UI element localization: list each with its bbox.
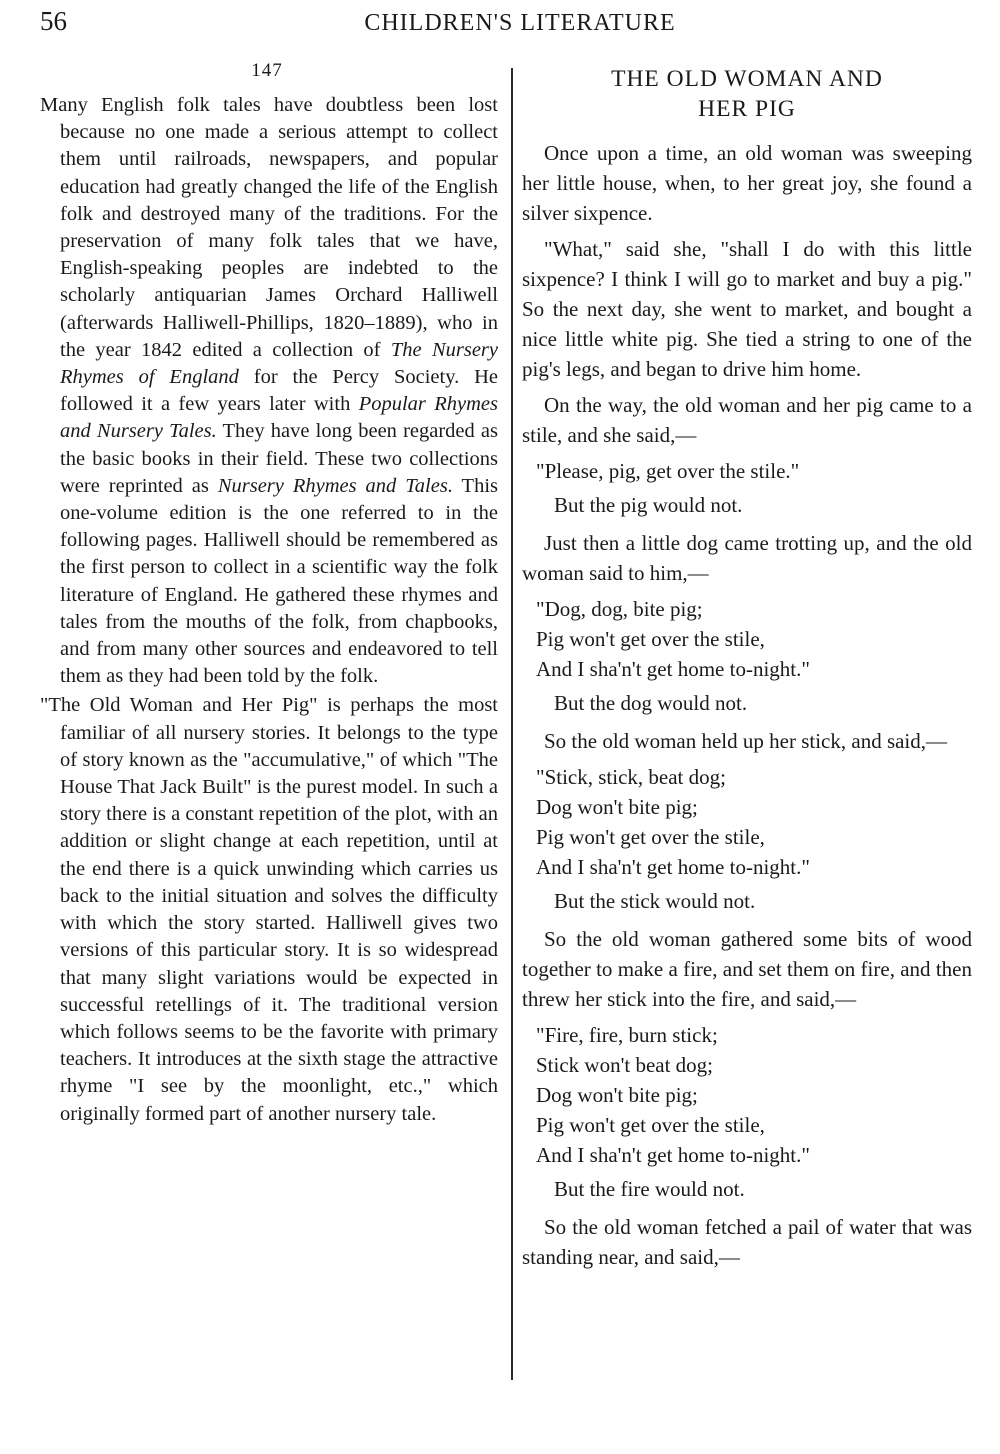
rhyme-line: Pig won't get over the stile, [536,825,765,849]
rhyme-line: Stick won't beat dog; [536,1053,714,1077]
rhyme-line: "Stick, stick, beat dog; [536,765,726,789]
rhyme-line: Pig won't get over the stile, [536,1113,765,1137]
rhyme-line: And I sha'n't get home to-night." [536,855,810,879]
refrain-line: But the stick would not. [554,889,756,913]
book-title-nursery-rhymes-of-england: The Nursery Rhymes of England [60,338,498,389]
story-paragraph: Just then a little dog came trotting up, and the old woman said to him,— [522,531,972,585]
rhyme-stanza [522,1020,972,1170]
refrain-line: But the pig would not. [554,493,743,517]
rhyme-stanza [522,762,972,882]
running-title: CHILDREN'S LITERATURE [364,10,676,36]
story-paragraph: "What," said she, "shall I do with this little sixpence? I think I will go to market and buy a pig." So the next day, she went to market, and bought a nice little white pig. She tied a string to one of the pig's legs, and began to drive him home. [522,237,972,381]
refrain-line: But the fire would not. [554,1177,745,1201]
rhyme-stanza [522,594,972,684]
book-title-nursery-rhymes-and-tales: Nursery Rhymes and Tales. [217,474,453,497]
rhyme-line: Dog won't bite pig; [536,1083,698,1107]
book-title-popular-rhymes: Popular Rhymes and Nursery Tales. [60,393,498,443]
story-column [522,64,972,1278]
rhyme-stanza [522,456,972,486]
story-paragraph: Once upon a time, an old woman was sweeping her little house, when, to her great joy, she found a silver sixpence. [522,141,972,225]
page-number: 56 [40,6,67,36]
story-paragraph: So the old woman held up her stick, and said,— [544,729,948,753]
note-paragraph-1: Many English folk tales have doubtless been lost because no one made a serious attempt to collect them until railroads, newspapers, and popular education had greatly changed the life of the English folk and destroyed many of the traditions. For the preservation of many folk tales that we have, English-speaking peoples are indebted to the scholarly antiquarian James Orchard Halliwell (afterwards Halliwell-Phillips, 1820–1889), who in the year 1842 edited a collection of The Nursery Rhymes of England for the Percy Society. He followed it a few years later with Popular Rhymes and Nursery Tales. They have long been regarded as the basic books in their field. These two collections were reprinted as Nursery Rhymes and Tales. This one-volume edition is the one referred to in the following pages. Halliwell should be remembered as the first person to collect in a scientific way the folk literature of England. He gathered these rhymes and tales from the mouths of the folk, from chapbooks, and from many other sources and endeavored to tell them as they had been told by the folk. [40,94,498,688]
note-number: 147 [251,60,283,81]
rhyme-line: Pig won't get over the stile, [536,627,765,651]
note-paragraph-2: "The Old Woman and Her Pig" is perhaps the most familiar of all nursery stories. It belongs to the type of story known as the "accumulative," of which "The House That Jack Built" is the purest model. In such a story there is a constant repetition of the plot, with an addition or slight change at each repetition, until at the end there is a quick unwinding which carries us back to the initial situation and solves the difficulty with which the story started. Halliwell gives two versions of this particular story. It is so widespread that many slight variations would be expected in successful retellings of it. The traditional version which follows seems to be the favorite with primary teachers. It introduces at the sixth stage the attractive rhyme "I see by the moonlight, etc.," which originally formed part of another nursery tale. [40,694,498,1125]
story-title: THE OLD WOMAN AND HER PIG [611,66,883,122]
story-paragraph: So the old woman gathered some bits of wood together to make a fire, and set them on fire, and then threw her stick into the fire, and said,— [522,927,972,1011]
story-paragraph: On the way, the old woman and her pig came to a stile, and she said,— [522,393,972,447]
notes-column [36,60,498,1128]
column-divider [511,68,513,1380]
story-paragraph: So the old woman fetched a pail of water that was standing near, and said,— [522,1215,972,1269]
rhyme-line: Dog won't bite pig; [536,795,698,819]
running-head [40,6,960,42]
refrain-line: But the dog would not. [554,691,748,715]
rhyme-line: "Please, pig, get over the stile." [536,459,800,483]
rhyme-line: "Fire, fire, burn stick; [536,1023,718,1047]
rhyme-line: "Dog, dog, bite pig; [536,597,703,621]
rhyme-line: And I sha'n't get home to-night." [536,1143,810,1167]
rhyme-line: And I sha'n't get home to-night." [536,657,810,681]
